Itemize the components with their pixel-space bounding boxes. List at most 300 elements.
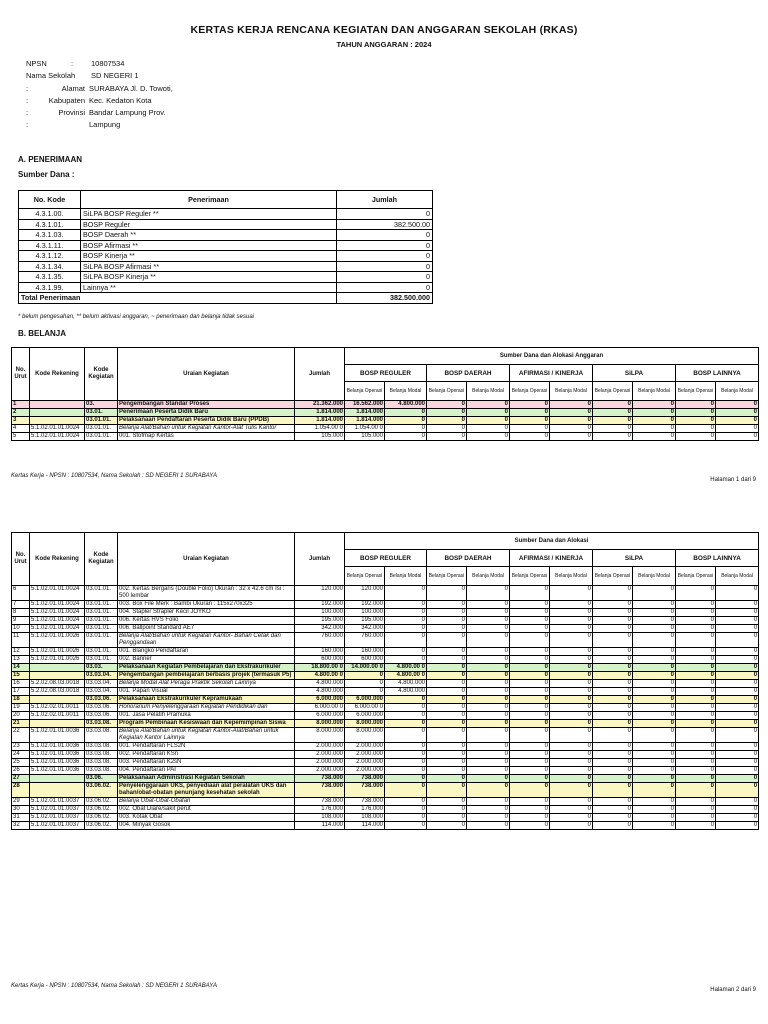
row-alokasi: 105.000 (345, 433, 385, 441)
row-alokasi: 14.000.00 0 (345, 664, 385, 672)
row-kode-kegiatan: 03.06.02. (85, 806, 118, 814)
row-jumlah: 192.000 (295, 601, 345, 609)
row-alokasi: 0 (467, 806, 510, 814)
row-alokasi: 0 (716, 409, 759, 417)
row-alokasi: 0 (510, 806, 550, 814)
sub-operasi: Belanja Operasi (427, 567, 467, 586)
row-uraian: Pengembangan pembelajaran berbasis projek (termasuk P5) (118, 672, 295, 680)
row-alokasi: 0 (633, 688, 676, 696)
row-alokasi: 0 (427, 743, 467, 751)
col-penerimaan: Penerimaan (81, 191, 337, 209)
info-label: : (26, 120, 29, 130)
row-alokasi: 0 (510, 767, 550, 775)
row-alokasi: 0 (550, 625, 593, 633)
row-no: 18 (12, 696, 30, 704)
row-alokasi: 0 (385, 814, 427, 822)
row-uraian: 004. Pendaftaran PAI (118, 767, 295, 775)
row-kode-rekening: 5.1.02.01.01.0036 (30, 759, 85, 767)
row-jumlah: 1.814.000 (295, 417, 345, 425)
row-alokasi: 0 (593, 672, 633, 680)
row-alokasi: 0 (633, 759, 676, 767)
row-alokasi: 0 (510, 720, 550, 728)
row-uraian: Honorarium Penyelenggaraan Kegiatan Pendidikan dan (118, 704, 295, 712)
row-alokasi: 0 (676, 633, 716, 648)
expense-row (12, 767, 759, 775)
row-jumlah: 4.800.000 (295, 688, 345, 696)
row-alokasi: 0 (510, 672, 550, 680)
row-kode-kegiatan: 03.06.02. (85, 798, 118, 806)
receipt-amount: 0 (337, 240, 433, 251)
row-no: 11 (12, 633, 30, 648)
receipt-amount: 0 (337, 282, 433, 293)
row-jumlah: 6.000.000 (295, 696, 345, 704)
col-uraian: Uraian Kegiatan (118, 533, 295, 586)
school-info-row (26, 58, 173, 70)
row-alokasi: 0 (593, 680, 633, 688)
row-alokasi: 0 (467, 417, 510, 425)
row-alokasi: 0 (593, 425, 633, 433)
row-alokasi: 0 (345, 672, 385, 680)
row-alokasi: 0 (550, 767, 593, 775)
row-kode-rekening: 5.1.02.01.01.0036 (30, 751, 85, 759)
row-kode-kegiatan: 03.03.08. (85, 759, 118, 767)
receipt-total-row (19, 293, 433, 304)
row-kode-rekening: 5.1.02.01.01.0024 (30, 601, 85, 609)
row-alokasi: 114.000 (345, 822, 385, 830)
row-alokasi: 0 (716, 712, 759, 720)
school-info (26, 58, 173, 132)
receipt-row (19, 209, 433, 220)
row-alokasi: 0 (676, 672, 716, 680)
expense-row (12, 814, 759, 822)
row-alokasi: 0 (550, 648, 593, 656)
info-label: : (26, 83, 29, 93)
row-alokasi: 738.000 (345, 783, 385, 798)
row-alokasi: 4.800.00 0 (385, 672, 427, 680)
row-alokasi: 0 (467, 759, 510, 767)
row-alokasi: 0 (467, 609, 510, 617)
row-alokasi: 0 (385, 783, 427, 798)
row-uraian: Belanja Alat/Bahan untuk Kegiatan Kantor- Bahan Cetak dan Penggandaan (118, 633, 295, 648)
row-jumlah: 6.000.00 0 (295, 704, 345, 712)
row-alokasi: 0 (550, 696, 593, 704)
info-label: Nama Sekolah (26, 71, 76, 81)
row-alokasi: 0 (716, 751, 759, 759)
row-alokasi: 0 (427, 433, 467, 441)
expense-row (12, 751, 759, 759)
expense-table-page-2 (11, 532, 759, 830)
expense-row (12, 783, 759, 798)
group-header: BOSP DAERAH (427, 365, 510, 382)
row-kode-kegiatan: 03.01.01. (85, 617, 118, 625)
sub-operasi: Belanja Operasi (510, 567, 550, 586)
row-alokasi: 0 (510, 433, 550, 441)
row-alokasi: 0 (427, 672, 467, 680)
group-header: SiLPA (593, 365, 676, 382)
row-kode-kegiatan: 03.03.08. (85, 728, 118, 743)
row-alokasi: 0 (550, 798, 593, 806)
row-alokasi: 0 (716, 601, 759, 609)
row-jumlah: 108.000 (295, 814, 345, 822)
row-alokasi: 0 (716, 609, 759, 617)
row-alokasi: 0 (427, 409, 467, 417)
row-jumlah: 4.800.00 0 (295, 672, 345, 680)
sub-modal: Belanja Modal (467, 382, 510, 401)
row-kode-rekening: 5.1.02.01.01.0026 (30, 656, 85, 664)
row-alokasi: 0 (510, 425, 550, 433)
row-alokasi: 0 (716, 617, 759, 625)
row-alokasi: 0 (427, 798, 467, 806)
receipt-header-row (19, 191, 433, 209)
row-alokasi: 0 (676, 417, 716, 425)
row-alokasi: 0 (385, 712, 427, 720)
row-alokasi: 0 (676, 767, 716, 775)
row-alokasi: 0 (676, 759, 716, 767)
row-no: 8 (12, 609, 30, 617)
row-alokasi: 0 (550, 806, 593, 814)
row-jumlah: 1.814.000 (295, 409, 345, 417)
row-uraian: 001. Papan Visual (118, 688, 295, 696)
row-alokasi: 0 (633, 586, 676, 601)
row-alokasi: 0 (427, 783, 467, 798)
row-alokasi: 1.054.00 0 (345, 425, 385, 433)
row-alokasi: 0 (633, 425, 676, 433)
expense-row (12, 617, 759, 625)
row-kode-rekening: 5.1.02.01.01.0036 (30, 743, 85, 751)
row-alokasi: 0 (345, 688, 385, 696)
row-alokasi: 0 (467, 720, 510, 728)
row-alokasi: 0 (633, 775, 676, 783)
total-value: 382.500.000 (337, 293, 433, 304)
row-alokasi: 0 (385, 586, 427, 601)
row-alokasi: 0 (427, 617, 467, 625)
col-kode-kegiatan: Kode Kegiatan (85, 348, 118, 401)
row-alokasi: 0 (550, 417, 593, 425)
row-alokasi: 0 (385, 409, 427, 417)
receipt-name: BOSP Daerah ** (81, 230, 337, 241)
row-kode-rekening: 5.1.02.01.01.0024 (30, 433, 85, 441)
receipt-code: 4.3.1.00. (19, 209, 81, 220)
row-alokasi: 0 (676, 617, 716, 625)
total-label: Total Penerimaan (19, 293, 337, 304)
receipt-row (19, 230, 433, 241)
row-uraian: Pelaksanaan Administrasi Kegiatan Sekolah (118, 775, 295, 783)
row-kode-rekening (30, 672, 85, 680)
row-alokasi: 0 (593, 806, 633, 814)
row-alokasi: 0 (716, 798, 759, 806)
row-alokasi: 0 (510, 625, 550, 633)
row-kode-rekening: 5.2.02.08.03.0018 (30, 688, 85, 696)
receipt-row (19, 240, 433, 251)
row-kode-rekening: 5.2.02.08.03.0018 (30, 680, 85, 688)
row-alokasi: 0 (716, 759, 759, 767)
row-alokasi: 0 (385, 806, 427, 814)
row-kode-rekening (30, 417, 85, 425)
row-alokasi: 0 (510, 617, 550, 625)
row-alokasi: 8.000.000 (345, 728, 385, 743)
row-alokasi: 0 (467, 633, 510, 648)
row-alokasi: 0 (550, 401, 593, 409)
row-alokasi: 0 (716, 672, 759, 680)
row-alokasi: 0 (550, 704, 593, 712)
row-alokasi: 342.000 (345, 625, 385, 633)
row-alokasi: 0 (633, 751, 676, 759)
row-alokasi: 0 (550, 814, 593, 822)
row-alokasi: 0 (510, 680, 550, 688)
row-no: 29 (12, 798, 30, 806)
header-row-1 (12, 348, 759, 365)
row-alokasi: 0 (550, 783, 593, 798)
receipt-name: SiLPA BOSP Reguler ** (81, 209, 337, 220)
row-alokasi: 0 (510, 409, 550, 417)
row-jumlah: 342.000 (295, 625, 345, 633)
row-jumlah: 195.000 (295, 617, 345, 625)
receipt-name: BOSP Reguler (81, 219, 337, 230)
row-alokasi: 4.800.000 (385, 680, 427, 688)
receipt-amount: 0 (337, 261, 433, 272)
row-alokasi: 0 (427, 704, 467, 712)
row-alokasi: 0 (676, 688, 716, 696)
row-alokasi: 0 (385, 417, 427, 425)
sub-modal: Belanja Modal (716, 382, 759, 401)
row-kode-kegiatan: 03.01.01. (85, 656, 118, 664)
row-kode-kegiatan: 03.03.06. (85, 696, 118, 704)
row-kode-kegiatan: 03.01.01. (85, 417, 118, 425)
expense-row (12, 664, 759, 672)
row-alokasi: 0 (467, 704, 510, 712)
row-jumlah: 105.000 (295, 433, 345, 441)
row-jumlah: 4.800.000 (295, 680, 345, 688)
row-jumlah: 2.000.000 (295, 751, 345, 759)
row-alokasi: 0 (510, 696, 550, 704)
row-alokasi: 0 (593, 696, 633, 704)
row-alokasi: 0 (676, 798, 716, 806)
school-info-row (26, 95, 173, 107)
row-jumlah: 6.000.000 (295, 712, 345, 720)
row-alokasi: 0 (593, 751, 633, 759)
row-alokasi: 0 (427, 822, 467, 830)
row-alokasi: 0 (716, 806, 759, 814)
row-alokasi: 120.000 (345, 586, 385, 601)
row-alokasi: 0 (427, 401, 467, 409)
row-alokasi: 0 (385, 751, 427, 759)
receipt-row (19, 272, 433, 283)
row-alokasi: 6.000.000 (345, 696, 385, 704)
row-uraian: Belanja Alat/Bahan untuk Kegiatan Kantor-Alat Tulis Kantor (118, 425, 295, 433)
col-no-urut: No. Urut (12, 348, 30, 401)
row-uraian: 006. Ballpoint Standard AE7 (118, 625, 295, 633)
row-alokasi: 0 (385, 633, 427, 648)
row-alokasi: 0 (550, 617, 593, 625)
row-alokasi: 0 (676, 783, 716, 798)
row-kode-kegiatan: 03.03.08. (85, 743, 118, 751)
row-alokasi: 2.000.000 (345, 743, 385, 751)
row-alokasi: 0 (676, 625, 716, 633)
col-sumber-dana: Sumber Dana dan Alokasi Anggaran (345, 348, 759, 365)
row-alokasi: 0 (676, 609, 716, 617)
row-alokasi: 0 (633, 648, 676, 656)
row-alokasi: 0 (467, 751, 510, 759)
section-a-heading: A. PENERIMAAN (18, 155, 83, 164)
row-uraian: Pengembangan Standar Proses (118, 401, 295, 409)
row-alokasi: 0 (550, 720, 593, 728)
info-separator: Kabupaten (48, 95, 85, 105)
row-kode-kegiatan: 03.06.02. (85, 783, 118, 798)
row-no: 2 (12, 409, 30, 417)
row-uraian: 003. Kotak Obat (118, 814, 295, 822)
sub-modal: Belanja Modal (633, 567, 676, 586)
receipt-amount: 382.500.00 (337, 219, 433, 230)
sub-operasi: Belanja Operasi (427, 382, 467, 401)
receipt-name: BOSP Afirmasi ** (81, 240, 337, 251)
row-alokasi: 0 (510, 775, 550, 783)
row-alokasi: 0 (676, 586, 716, 601)
row-alokasi: 0 (716, 425, 759, 433)
row-kode-rekening: 5.1.02.01.01.0024 (30, 586, 85, 601)
row-jumlah: 18.800.00 0 (295, 664, 345, 672)
row-alokasi: 0 (427, 633, 467, 648)
row-no: 7 (12, 601, 30, 609)
row-kode-kegiatan: 03.03.08. (85, 720, 118, 728)
row-alokasi: 0 (427, 656, 467, 664)
footer-text-page-1: Kertas Kerja - NPSN : 10807534, Nama Sekolah : SD NEGERI 1 SURABAYA (11, 473, 217, 479)
row-alokasi: 0 (676, 743, 716, 751)
row-alokasi: 195.000 (345, 617, 385, 625)
page-number-2: Halaman 2 dari 9 (710, 987, 756, 993)
expense-row (12, 688, 759, 696)
row-alokasi: 0 (593, 712, 633, 720)
row-alokasi: 0 (427, 625, 467, 633)
info-separator: Provinsi (58, 108, 85, 118)
row-no: 4 (12, 425, 30, 433)
row-kode-kegiatan: 03.03.04. (85, 680, 118, 688)
row-alokasi: 0 (427, 696, 467, 704)
receipt-name: Lainnya ** (81, 282, 337, 293)
row-jumlah: 100.000 (295, 609, 345, 617)
sub-modal: Belanja Modal (550, 567, 593, 586)
row-alokasi: 0 (593, 775, 633, 783)
sub-modal: Belanja Modal (467, 567, 510, 586)
row-alokasi: 0 (550, 743, 593, 751)
group-header: BOSP REGULER (345, 365, 427, 382)
row-kode-kegiatan: 03.03.08. (85, 751, 118, 759)
row-alokasi: 0 (593, 688, 633, 696)
row-no: 27 (12, 775, 30, 783)
row-jumlah: 600.000 (295, 656, 345, 664)
row-alokasi: 0 (427, 425, 467, 433)
row-alokasi: 760.000 (345, 633, 385, 648)
row-alokasi: 0 (676, 720, 716, 728)
row-alokasi: 0 (467, 672, 510, 680)
row-alokasi: 0 (385, 775, 427, 783)
school-info-row (26, 83, 173, 95)
row-alokasi: 0 (385, 696, 427, 704)
row-alokasi: 0 (676, 433, 716, 441)
group-header: AFIRMASI / KINERJA (510, 550, 593, 567)
row-alokasi: 0 (550, 822, 593, 830)
receipt-amount: 0 (337, 230, 433, 241)
sub-modal: Belanja Modal (633, 382, 676, 401)
receipt-code: 4.3.1.11. (19, 240, 81, 251)
row-kode-rekening: 5.1.02.01.01.0024 (30, 609, 85, 617)
row-alokasi: 0 (676, 425, 716, 433)
row-alokasi: 0 (550, 775, 593, 783)
group-header: SiLPA (593, 550, 676, 567)
expense-row (12, 775, 759, 783)
expense-row (12, 586, 759, 601)
expense-row (12, 680, 759, 688)
row-uraian: 002. Banner (118, 656, 295, 664)
school-info-row (26, 70, 173, 82)
col-jumlah: Jumlah (337, 191, 433, 209)
row-no: 30 (12, 806, 30, 814)
row-jumlah: 1.054.00 0 (295, 425, 345, 433)
info-separator: Alamat (61, 83, 85, 93)
row-kode-rekening: 5.1.02.01.01.0037 (30, 798, 85, 806)
row-alokasi: 0 (550, 586, 593, 601)
receipt-amount: 0 (337, 251, 433, 262)
row-uraian: 001. Stofmap Kertas (118, 433, 295, 441)
row-alokasi: 0 (593, 798, 633, 806)
row-no: 1 (12, 401, 30, 409)
row-alokasi: 0 (550, 601, 593, 609)
row-alokasi: 0 (385, 798, 427, 806)
row-alokasi: 0 (510, 656, 550, 664)
section-b-heading: B. BELANJA (18, 329, 67, 338)
row-alokasi: 0 (633, 814, 676, 822)
row-alokasi: 0 (427, 751, 467, 759)
row-alokasi: 0 (385, 704, 427, 712)
row-alokasi: 0 (510, 783, 550, 798)
row-no: 20 (12, 712, 30, 720)
row-kode-kegiatan: 03.06. (85, 775, 118, 783)
row-alokasi: 0 (633, 720, 676, 728)
row-uraian: Belanja Modal Alat Peraga Praktik Sekolah Lainnya (118, 680, 295, 688)
row-alokasi: 0 (716, 656, 759, 664)
row-alokasi: 0 (467, 617, 510, 625)
row-alokasi: 0 (385, 720, 427, 728)
row-alokasi: 0 (510, 743, 550, 751)
info-value: Kec. Kedaton Kota (89, 95, 152, 105)
info-separator: : (71, 59, 74, 68)
row-alokasi: 0 (716, 696, 759, 704)
group-header: AFIRMASI / KINERJA (510, 365, 593, 382)
row-uraian: 002. Pendaftaran KSn (118, 751, 295, 759)
expense-row (12, 759, 759, 767)
row-no: 23 (12, 743, 30, 751)
row-alokasi: 0 (385, 648, 427, 656)
row-alokasi: 0 (427, 767, 467, 775)
row-uraian: Pelaksanaan Kegiatan Pembelajaran dan Ekstrakurikuler (118, 664, 295, 672)
info-value: SURABAYA Jl. D. Towoti, (89, 83, 173, 93)
row-uraian: Belanja Alat/Bahan untuk Kegiatan Kantor-Alat/Bahan untuk Kegiatan Kantor Lainnya (118, 728, 295, 743)
row-alokasi: 0 (467, 688, 510, 696)
row-alokasi: 0 (385, 822, 427, 830)
col-no-urut: No. Urut (12, 533, 30, 586)
row-alokasi: 0 (716, 664, 759, 672)
row-kode-kegiatan: 03.03.06. (85, 704, 118, 712)
row-alokasi: 0 (633, 601, 676, 609)
row-alokasi: 0 (467, 767, 510, 775)
row-alokasi: 0 (676, 728, 716, 743)
row-alokasi: 2.000.000 (345, 759, 385, 767)
row-alokasi: 0 (676, 664, 716, 672)
sub-modal: Belanja Modal (385, 567, 427, 586)
row-no: 14 (12, 664, 30, 672)
row-kode-rekening: 5.1.02.02.01.0011 (30, 704, 85, 712)
col-no-kode: No. Kode (19, 191, 81, 209)
row-uraian: 004. Minyak Gosok (118, 822, 295, 830)
